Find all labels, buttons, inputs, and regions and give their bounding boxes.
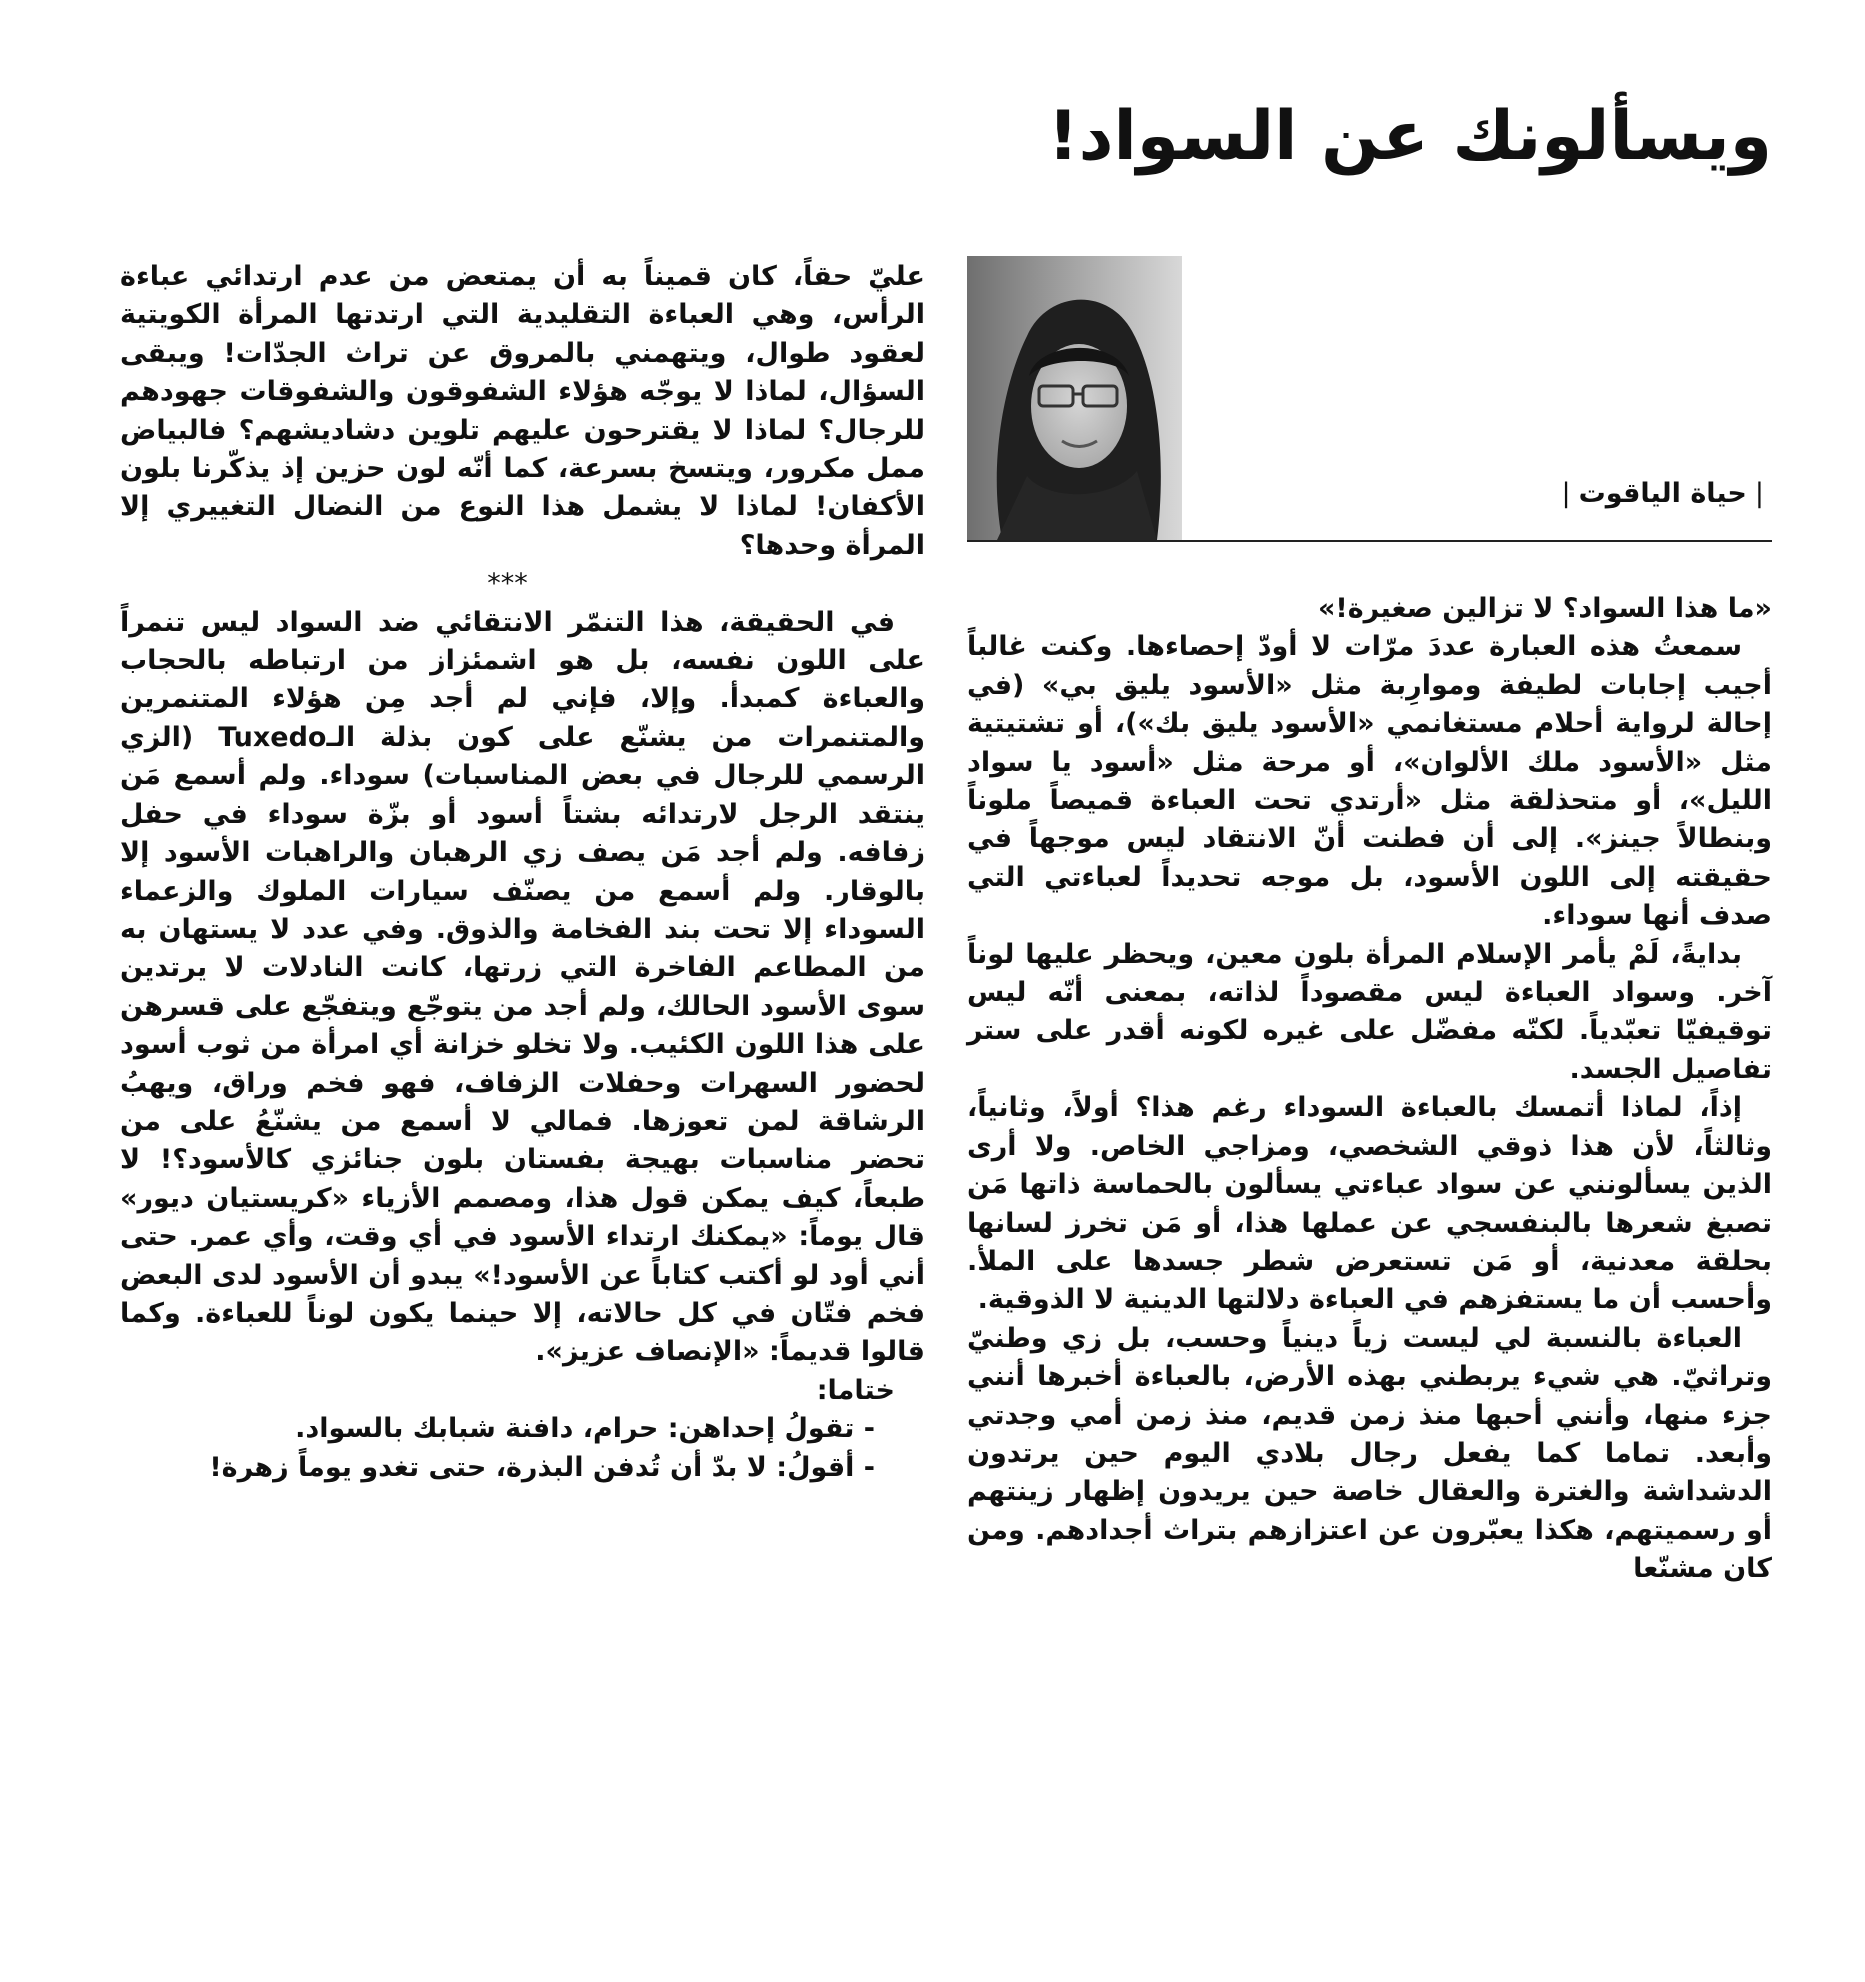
closing-label: ختاما: (816, 1374, 895, 1406)
article-paragraph: سمعتُ هذه العبارة عددَ مرّات لا أودّ إحصاءها. وكنت غالباً أجيب إجابات لطيفة وموارِبة مثل «الأسود يليق بي» (في إحالة لرواية أحلام مستغانمي «الأسود يليق بك»)، أو تشتيتية مثل «الأسود ملك الألوان»، أو مرحة مثل «أسود يا سواد الليل»، أو متحذلقة مثل «أرتدي تحت العباءة قميصاً ملوناً وبنطالاً جينز». إلى أن فطنت أنّ الانتقاد ليس موجهاً في حقيقته إلى اللون الأسود، بل موجه تحديداً لعباءتي التي صدف أنها سوداء. (967, 631, 1772, 932)
author-name: حياة الياقوت (1578, 478, 1747, 509)
article-column-right (967, 590, 1772, 1589)
article-paragraph: إذاً، لماذا أتمسك بالعباءة السوداء رغم هذا؟ أولاً، وثانياً، وثالثاً، لأن هذا ذوقي الشخصي، ومزاجي الخاص. ولا أرى الذين يسألونني عن سواد عباءتي يسألون بالحماسة ذاتها مَن تصبغ شعرها بالبنفسجي عن عملها هذا، أو مَن تخرز لسانها بحلقة معدنية، أو مَن تستعرض شطر جسدها على الملأ. وأحسب أن ما يستفزهم في العباءة دلالتها الدينية لا الذوقية. (967, 1092, 1772, 1316)
article-column-left (120, 258, 925, 1487)
opening-quote: «ما هذا السواد؟ لا تزالين صغيرة!» (1317, 593, 1772, 624)
article-title: ويسألونك عن السواد! (1047, 97, 1772, 176)
closing-line: - أقولُ: لا بدّ أن تُدفن البذرة، حتى تغدو يوماً زهرة! (209, 1451, 875, 1483)
author-portrait-image (967, 256, 1182, 540)
author-byline (1212, 474, 1772, 514)
author-photo (967, 256, 1182, 540)
article-paragraph: بدايةً، لَمْ يأمر الإسلام المرأة بلون معين، ويحظر عليها لوناً آخر. وسواد العباءة ليس مقصوداً لذاته، بمعنى أنّه ليس توقيفيّا تعبّدياً. لكنّه مفضّل على غيره لكونه أقدر على ستر تفاصيل الجسد. (967, 938, 1772, 1085)
byline-separator-right: | (1754, 478, 1764, 509)
byline-separator-left: | (1561, 478, 1571, 509)
article-paragraph: في الحقيقة، هذا التنمّر الانتقائي ضد السواد ليس تنمراً على اللون نفسه، بل هو اشمئزاز من ارتباطه بالحجاب والعباءة كمبدأ. وإلا، فإني لم أجد مِن هؤلاء المتنمرين والمتنمرات من يشنّع على كون بذلة الـTuxedo (الزي الرسمي للرجال في بعض المناسبات) سوداء. ولم أسمع مَن ينتقد الرجل لارتدائه بشتاً أسود أو بزّة سوداء في حفل زفافه. ولم أجد مَن يصف زي الرهبان والراهبات الأسود إلا بالوقار. ولم أسمع من يصنّف سيارات الملوك والزعماء السوداء إلا تحت بند الفخامة والذوق. وفي عدد لا يستهان به من المطاعم الفاخرة التي زرتها، كانت النادلات لا يرتدين سوى الأسود الحالك، ولم أجد من يتوجّع ويتفجّع على قسرهن على هذا اللون الكئيب. ولا تخلو خزانة أي امرأة من ثوب أسود لحضور السهرات وحفلات الزفاف، فهو فخم وراق، ويهبُ الرشاقة لمن تعوزها. فمالي لا أسمع من يشنّعُ على من تحضر مناسبات بهيجة بفستان بلون جنائزي كالأسود؟! لا طبعاً، كيف يمكن قول هذا، ومصمم الأزياء «كريستيان ديور» قال يوماً: «يمكنك ارتداء الأسود في أي وقت، وأي عمر. حتى أني أود لو أكتب كتاباً عن الأسود!» يبدو أن الأسود لدى البعض فخم فتّان في كل حالاته، إلا حينما يكون لوناً للعباءة. وكما قالوا قديماً: «الإنصاف عزيز». (120, 606, 925, 1368)
article-paragraph: العباءة بالنسبة لي ليست زياً دينياً وحسب، بل زي وطنيّ وتراثيّ. هي شيء يربطني بهذه الأرض، بالعباءة أخبرها أنني جزء منها، وأنني أحبها منذ زمن قديم، منذ زمن أمي وجدتي وأبعد. تماما كما يفعل رجال بلادي اليوم حين يرتدون الدشداشة والغترة والعقال خاصة حين يريدون إظهار زينتهم أو رسميتهم، هكذا يعبّرون عن اعتزازهم بتراث أجدادهم. ومن كان مشنّعا (967, 1322, 1772, 1585)
article-paragraph: عليّ حقاً، كان قميناً به أن يمتعض من عدم ارتدائي عباءة الرأس، وهي العباءة التقليدية التي ارتدتها المرأة الكويتية لعقود طوال، ويتهمني بالمروق عن تراث الجدّات! ويبقى السؤال، لماذا لا يوجّه هؤلاء الشفوقون والشفوقات جهودهم للرجال؟ لماذا لا يقترحون عليهم تلوين دشاديشهم؟ فالبياض ممل مكرور، ويتسخ بسرعة، كما أنّه لون حزين إذ يذكّرنا بلون الأكفان! لماذا لا يشمل هذا النوع من النضال التغييري إلا المرأة وحدها؟ (120, 261, 925, 561)
byline-divider (967, 540, 1772, 542)
closing-line: - تقولُ إحداهن: حرام، دافنة شبابك بالسواد. (295, 1413, 875, 1445)
section-separator: *** (487, 568, 528, 600)
